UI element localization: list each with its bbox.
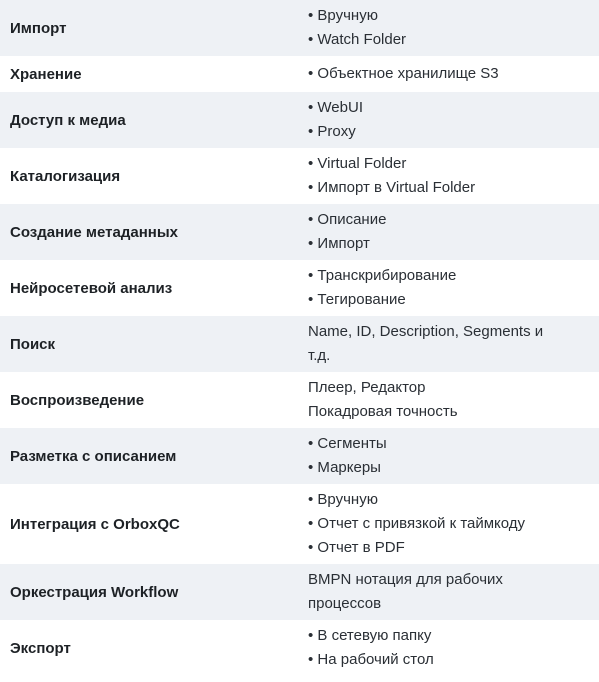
table-row [0, 260, 599, 316]
feature-name: Нейросетевой анализ [0, 260, 300, 316]
feature-description-line: • Импорт в Virtual Folder [308, 179, 476, 196]
feature-description [300, 92, 599, 148]
feature-description [300, 316, 599, 372]
feature-description-line: • WebUI [308, 99, 363, 116]
feature-description [300, 620, 599, 676]
feature-name: Оркестрация Workflow [0, 564, 300, 620]
feature-name: Импорт [0, 0, 300, 56]
feature-name: Разметка с описанием [0, 428, 300, 484]
table-row [0, 204, 599, 260]
table-row [0, 56, 599, 92]
table-row [0, 148, 599, 204]
feature-description-line: Покадровая точность [308, 403, 458, 420]
feature-description [300, 564, 599, 620]
table-row [0, 620, 599, 676]
table-row [0, 564, 599, 620]
feature-description-line: • Импорт [308, 235, 370, 252]
feature-description-line: т.д. [308, 347, 331, 364]
feature-description-line: • Proxy [308, 123, 356, 140]
table-row [0, 0, 599, 56]
feature-description-line: • Отчет в PDF [308, 539, 405, 556]
feature-description-line: • Watch Folder [308, 31, 407, 48]
feature-description-line: • Тегирование [308, 291, 406, 308]
feature-description [300, 260, 599, 316]
feature-description-line: BMPN нотация для рабочих [308, 571, 503, 588]
table-row [0, 428, 599, 484]
feature-description-line: Плеер, Редактор [308, 379, 426, 396]
feature-description-line: • Объектное хранилище S3 [308, 65, 499, 82]
feature-description [300, 428, 599, 484]
table-row [0, 484, 599, 564]
feature-description-line: • В сетевую папку [308, 627, 432, 644]
feature-description-line: • Описание [308, 211, 387, 228]
feature-description-line: • Транскрибирование [308, 267, 457, 284]
feature-name: Доступ к медиа [0, 92, 300, 148]
table-row [0, 316, 599, 372]
feature-description-line: Name, ID, Description, Segments и [308, 323, 544, 340]
feature-description [300, 0, 599, 56]
feature-description-line: • Вручную [308, 491, 378, 508]
feature-name: Интеграция с OrboxQC [0, 484, 300, 564]
feature-description-line: • Маркеры [308, 459, 381, 476]
feature-description [300, 484, 599, 564]
feature-name: Хранение [0, 56, 300, 92]
feature-description-line: • Virtual Folder [308, 155, 407, 172]
feature-description-line: • Сегменты [308, 435, 387, 452]
feature-description-line: • Вручную [308, 7, 378, 24]
feature-name: Каталогизация [0, 148, 300, 204]
feature-name: Создание метаданных [0, 204, 300, 260]
feature-description [300, 204, 599, 260]
feature-name: Воспроизведение [0, 372, 300, 428]
table-row [0, 372, 599, 428]
feature-description [300, 372, 599, 428]
feature-description [300, 56, 599, 92]
feature-name: Поиск [0, 316, 300, 372]
feature-description-line: • Отчет с привязкой к таймкоду [308, 515, 526, 532]
feature-description-line: • На рабочий стол [308, 651, 434, 668]
feature-description-line: процессов [308, 595, 382, 612]
feature-name: Экспорт [0, 620, 300, 676]
table-row [0, 92, 599, 148]
feature-description [300, 148, 599, 204]
